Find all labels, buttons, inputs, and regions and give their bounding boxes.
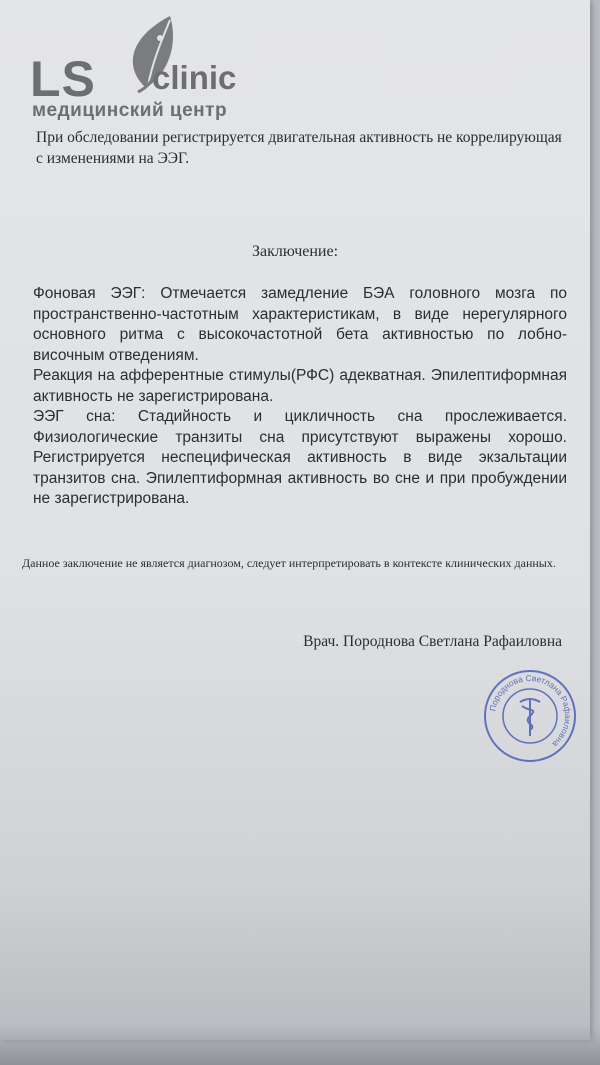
conclusion-heading: Заключение: — [251, 243, 339, 260]
logo-subtitle: медицинский центр — [32, 100, 228, 121]
logo-brand: LS — [30, 51, 96, 107]
conclusion-paragraph: Фоновая ЭЭГ: Отмечается замедление БЭА головного мозга по пространственно-частотным характеристикам, в виде нерегулярного основного ритма с высокочастотной бета активностью по лобно-височным отведениям. — [33, 285, 567, 364]
intro-text: При обследовании регистрируется двигательная активность не коррелирующая с изменениями на ЭЭГ. — [36, 129, 562, 167]
conclusion-paragraph: Реакция на афферентные стимулы(РФС) адекватная. Эпилептиформная активность не зарегистрирована. — [33, 367, 567, 405]
doctor-stamp — [482, 668, 578, 764]
disclaimer: Данное заключение не является диагнозом, следует интерпретировать в контексте клинических данных. — [22, 556, 556, 570]
doctor-signature: Врач. Породнова Светлана Рафаиловна — [303, 633, 562, 650]
stamp-text: Породнова Светлана Рафаиловна — [487, 672, 574, 750]
page-shadow — [0, 1025, 600, 1065]
conclusion-paragraph: ЭЭГ сна: Стадийность и цикличность сна прослеживается. Физиологические транзиты сна присутствуют выражены хорошо. Регистрируется неспецифическая активность в виде экзальтации транзитов сна. Эпилептиформная активность во сне и при пробуждении не зарегистрирована. — [33, 408, 567, 507]
logo-name: clinic — [152, 59, 237, 96]
conclusion-body — [33, 284, 567, 510]
clinic-logo — [28, 8, 268, 126]
caduceus-icon — [520, 698, 540, 736]
